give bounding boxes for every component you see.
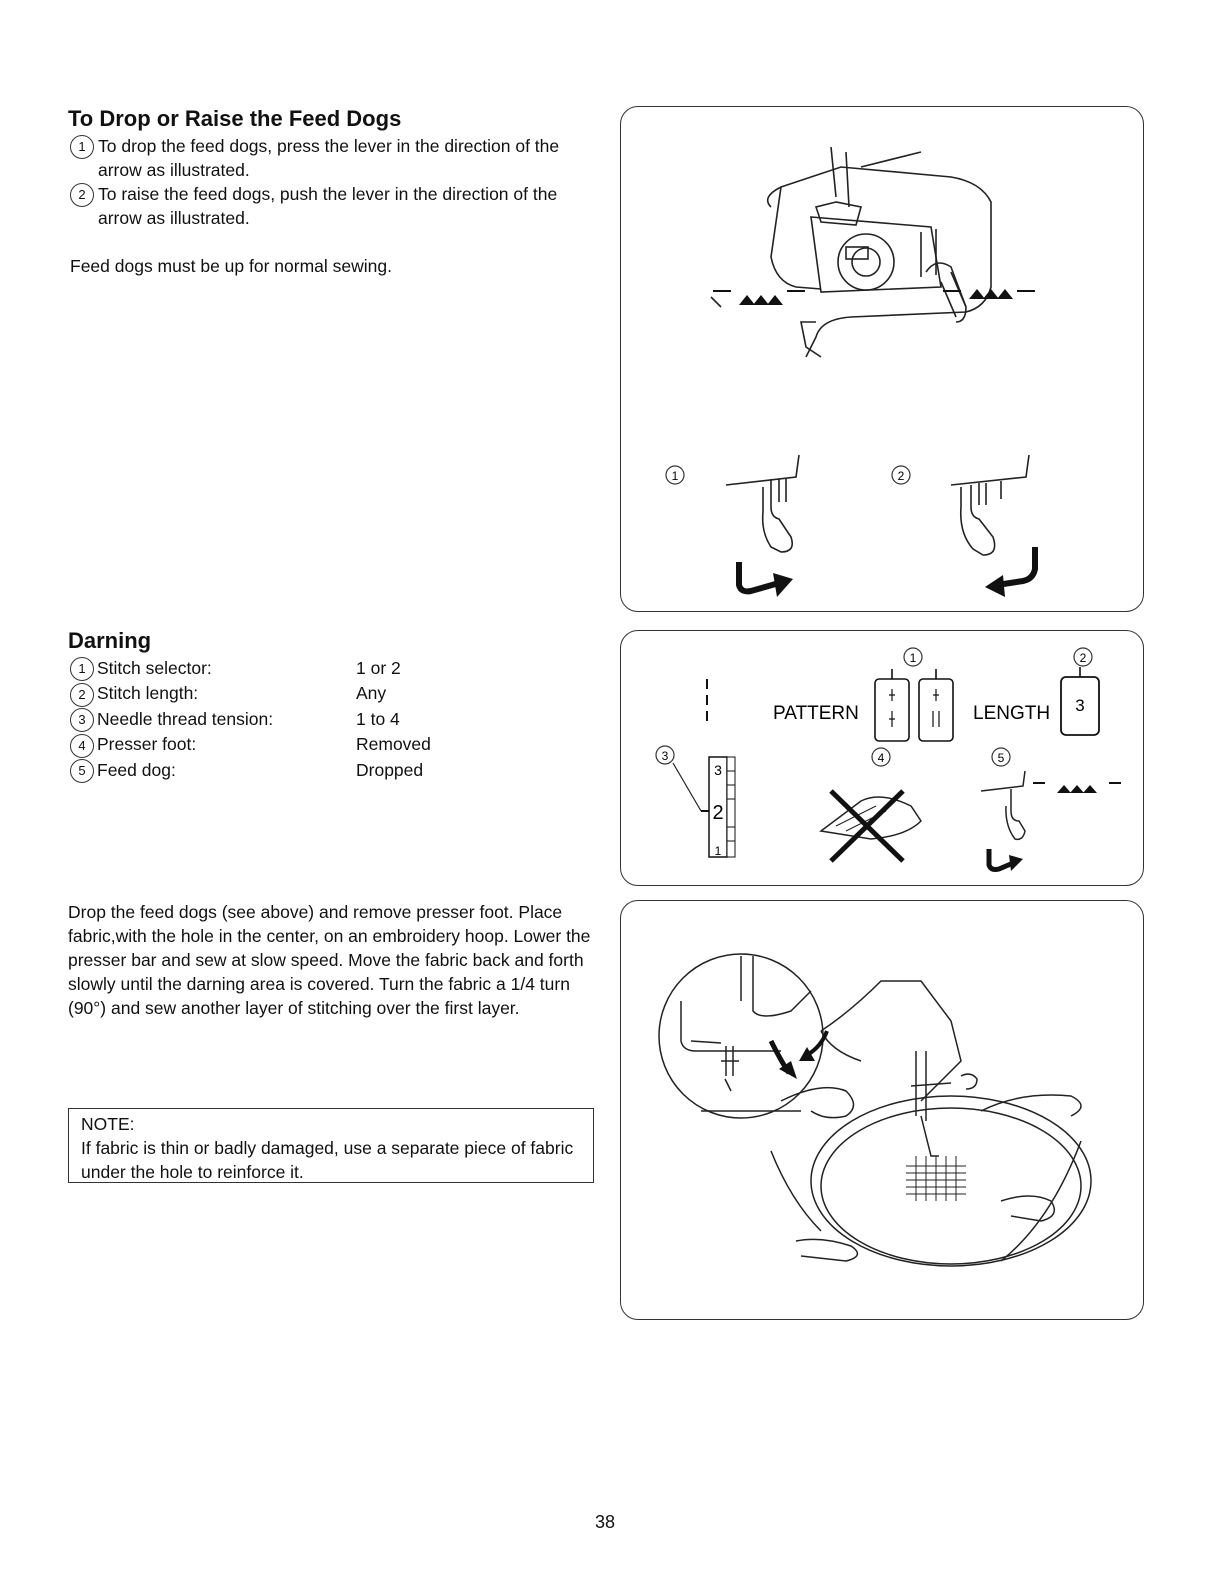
spec-label: Feed dog: [97,759,176,780]
settings-label-5: 5 [997,751,1005,765]
darning-spec-row [70,656,570,681]
step-text-2: To raise the feed dogs, push the lever in the direction of the arrow as illustrated. [98,184,558,228]
page-number: 38 [594,1512,616,1532]
feed-dog-dropped-icon [981,771,1025,839]
darning-instructions: Drop the feed dogs (see above) and remove presser foot. Place fabric,with the hole in the center, on an embroidery hoop. Lower the presser bar and sew at slow speed. Move the fabric back and forth slowly until the darning area is covered. Turn the fabric a 1/4 turn (90°) and sew another layer of stitching over the first layer. [68,902,591,1018]
spec-value: 1 to 4 [356,708,400,729]
spec-number: 1 [70,657,94,681]
darning-spec-row [70,758,570,783]
length-value: 3 [1075,696,1085,715]
spec-number: 4 [70,734,94,758]
darning-title: Darning [68,628,152,653]
arrow-down-icon [739,562,779,591]
step-number-1: 1 [70,135,94,159]
dial-mark-top: 3 [714,762,722,778]
darning-spec-row [70,707,570,732]
figure-label-1: 1 [671,469,679,483]
note-title: NOTE: [81,1114,135,1134]
darning-spec-row [70,681,570,706]
presser-foot-removed-icon [821,791,921,861]
darning-spec-row [70,732,570,757]
darning-settings-illustration [621,631,1143,885]
feed-dogs-figure [620,106,1144,612]
tension-dial [673,757,735,858]
lever-drop [726,455,799,552]
feed-dogs-note: Feed dogs must be up for normal sewing. [70,256,392,276]
darning-specs [70,656,570,783]
spec-label: Stitch length: [97,683,199,704]
embroidery-hoop-illustration [621,901,1143,1319]
step-text-1: To drop the feed dogs, press the lever in the direction of the arrow as illustrated. [98,136,560,180]
feed-dogs-step-1 [70,134,600,182]
spec-value: Removed [356,734,431,755]
figure-label-2: 2 [897,469,905,483]
spec-label: Needle thread tension: [97,708,274,729]
settings-label-2: 2 [1079,651,1087,665]
darning-settings-figure [620,630,1144,886]
feed-dog-up-symbol-2 [943,289,1035,299]
settings-label-1: 1 [909,651,917,665]
spec-number: 5 [70,759,94,783]
feed-dogs-title: To Drop or Raise the Feed Dogs [68,106,402,131]
spec-label: Presser foot: [97,734,197,755]
length-label: LENGTH [973,703,1051,724]
spec-value: 1 or 2 [356,658,401,678]
dial-mark-bottom: 1 [714,844,722,858]
spec-number: 2 [70,683,94,707]
step-number-2: 2 [70,183,94,207]
settings-label-3: 3 [661,749,669,763]
note-box [68,1108,594,1183]
darning-stitches [906,1156,966,1201]
arrow-down-small-icon [989,849,1013,870]
sewing-machine-illustration [621,107,1143,611]
pattern-button-2 [919,679,953,741]
settings-label-4: 4 [877,751,885,765]
spec-number: 3 [70,708,94,732]
feed-dogs-step-2 [70,182,600,230]
darning-hoop-figure [620,900,1144,1320]
feed-dogs-steps [70,134,600,230]
spec-value: Any [356,683,387,704]
lever-raise [951,455,1029,555]
spec-value: Dropped [356,759,424,780]
pattern-button-1 [875,679,909,741]
pattern-label: PATTERN [773,703,859,724]
note-text: If fabric is thin or badly damaged, use a separate piece of fabric under the hole to reinforce it. [81,1138,574,1182]
dial-mark-middle: 2 [712,802,724,824]
spec-label: Stitch selector: [97,658,212,678]
feed-dog-up-symbol-1 [713,291,805,305]
